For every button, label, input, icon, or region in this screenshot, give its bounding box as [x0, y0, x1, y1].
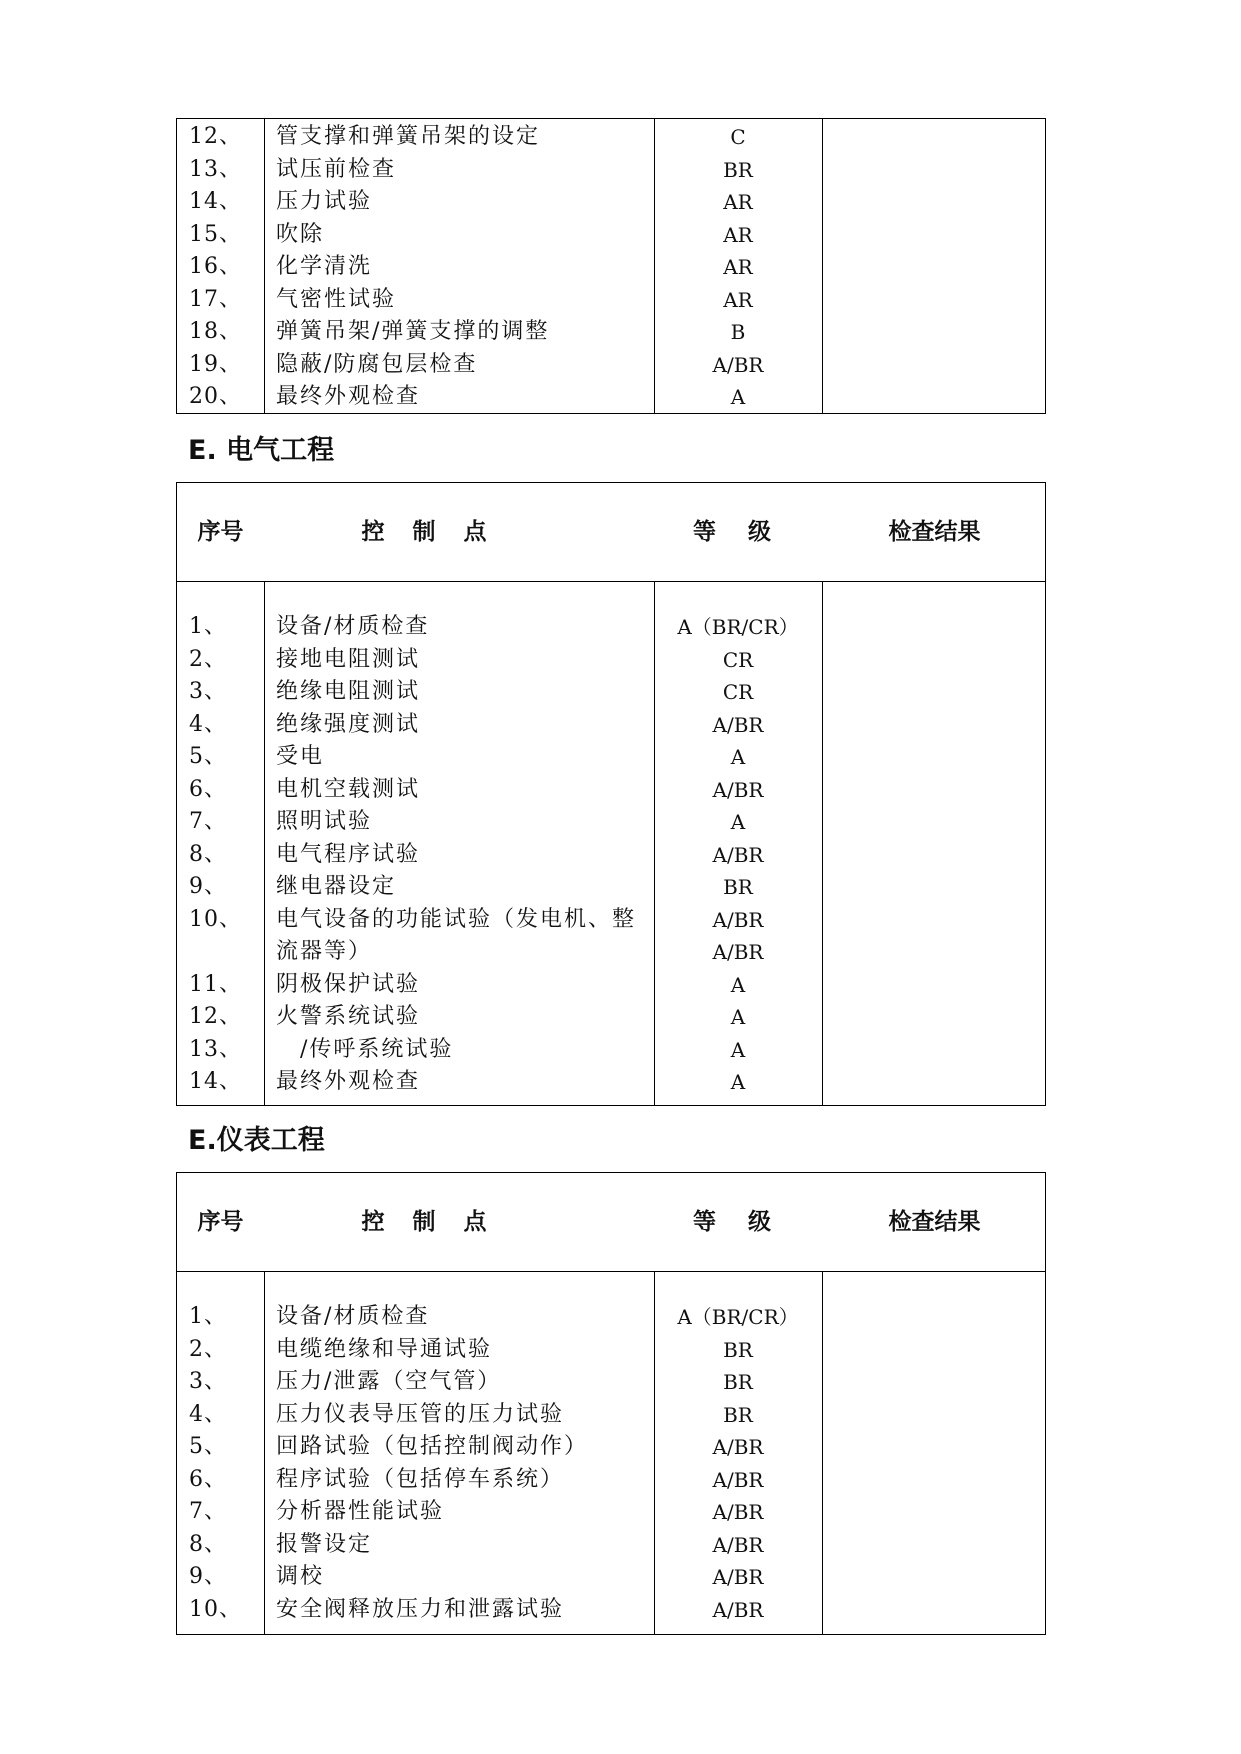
- header-control-point: 控 制 点: [361, 519, 497, 545]
- row-number: 1、: [189, 1304, 227, 1329]
- grade-value: AR: [723, 287, 753, 312]
- grade-value: A: [730, 972, 746, 997]
- grade-value: A/BR: [712, 777, 764, 802]
- row-number: 6、: [189, 1466, 227, 1492]
- row-number: 11、: [189, 971, 242, 997]
- control-point-name: 化学清洗: [276, 254, 373, 279]
- control-point-name: 电缆绝缘和导通试验: [276, 1336, 493, 1362]
- grade-value: AR: [723, 190, 753, 214]
- table-row: [177, 1066, 1045, 1098]
- table-header: [177, 1173, 1045, 1272]
- row-number: 4、: [189, 711, 227, 737]
- row-number: 18、: [189, 319, 242, 344]
- section-title-instrument: E.仪表工程: [188, 1125, 325, 1156]
- header-result: 检查结果: [888, 519, 981, 545]
- control-point-name: 流器等）: [276, 939, 373, 964]
- grade-value: A/BR: [712, 1500, 764, 1524]
- grade-value: AR: [723, 222, 753, 247]
- grade-value: A/BR: [712, 1565, 764, 1589]
- table-row: [177, 871, 1045, 903]
- table-row: [177, 1464, 1045, 1496]
- grade-value: A: [730, 1037, 746, 1062]
- grade-value: BR: [723, 1337, 753, 1362]
- row-number: 1、: [189, 614, 227, 639]
- table-row: [177, 1399, 1045, 1431]
- control-point-name: 火警系统试验: [276, 1004, 421, 1029]
- header-number: 序号: [197, 1209, 244, 1235]
- control-point-name: 电机空载测试: [276, 776, 421, 802]
- control-point-name: 受电: [276, 744, 325, 769]
- grade-value: A: [730, 810, 746, 834]
- control-point-name: 分析器性能试验: [276, 1499, 445, 1524]
- table-row: [177, 936, 1045, 968]
- grade-value: A/BR: [712, 352, 764, 377]
- header-grade: 等 级: [692, 519, 783, 545]
- control-point-name: 接地电阻测试: [276, 646, 421, 672]
- control-point-name: 弹簧吊架/弹簧支撑的调整: [276, 319, 550, 344]
- row-number: 7、: [189, 809, 227, 834]
- table-row: [177, 611, 1045, 643]
- header-result: 检查结果: [888, 1209, 981, 1235]
- control-point-name: 最终外观检查: [276, 1069, 421, 1094]
- table-row: [177, 741, 1045, 773]
- row-number: 15、: [189, 221, 242, 247]
- table-row: [177, 121, 1045, 153]
- grade-value: AR: [723, 255, 753, 279]
- table-row: [177, 709, 1045, 741]
- control-point-name: 报警设定: [276, 1531, 373, 1557]
- grade-value: A/BR: [712, 1435, 764, 1459]
- control-point-name: 电气程序试验: [276, 841, 421, 867]
- control-point-name: 设备/材质检查: [276, 1304, 430, 1329]
- row-number: 9、: [189, 874, 227, 899]
- grade-value: CR: [722, 680, 754, 704]
- table-row: [177, 1594, 1045, 1626]
- section-title-electrical: E. 电气工程: [188, 435, 335, 466]
- control-point-name: 设备/材质检查: [276, 614, 430, 639]
- grade-value: A/BR: [712, 1467, 764, 1492]
- table-row: [177, 969, 1045, 1001]
- table-row: [177, 381, 1045, 413]
- table-header: [177, 483, 1045, 582]
- header-grade: 等 级: [692, 1209, 783, 1235]
- table-row: [177, 186, 1045, 218]
- table-row: [177, 1529, 1045, 1561]
- electrical-table: [176, 482, 1046, 1106]
- row-number: 10、: [189, 906, 242, 932]
- row-number: 12、: [189, 124, 242, 149]
- control-point-name: /传呼系统试验: [276, 1036, 454, 1062]
- table-row: [177, 251, 1045, 283]
- row-number: 5、: [189, 744, 227, 769]
- row-number: 14、: [189, 189, 242, 214]
- row-number: 19、: [189, 351, 242, 377]
- table-row: [177, 284, 1045, 316]
- control-point-name: 程序试验（包括停车系统）: [276, 1466, 565, 1492]
- control-point-name: 试压前检查: [276, 156, 397, 182]
- grade-value: B: [730, 320, 746, 344]
- grade-value: BR: [723, 875, 753, 899]
- grade-value: A（BR/CR）: [677, 1305, 799, 1329]
- grade-value: A/BR: [712, 1597, 764, 1622]
- piping-table-continued: [176, 118, 1046, 414]
- table-row: [177, 1561, 1045, 1593]
- table-row: [177, 219, 1045, 251]
- grade-value: A/BR: [712, 1532, 764, 1557]
- control-point-name: 压力仪表导压管的压力试验: [276, 1401, 565, 1427]
- row-number: 8、: [189, 841, 227, 867]
- control-point-name: 绝缘强度测试: [276, 711, 421, 737]
- row-number: 7、: [189, 1499, 227, 1524]
- grade-value: BR: [723, 157, 753, 182]
- control-point-name: 压力试验: [276, 189, 373, 214]
- table-row: [177, 904, 1045, 936]
- control-point-name: 绝缘电阻测试: [276, 679, 421, 704]
- header-number: 序号: [197, 519, 244, 545]
- control-point-name: 电气设备的功能试验（发电机、整: [276, 906, 637, 932]
- grade-value: A（BR/CR）: [677, 615, 799, 639]
- row-number: 9、: [189, 1564, 227, 1589]
- grade-value: A/BR: [712, 940, 764, 964]
- control-point-name: 照明试验: [276, 809, 373, 834]
- row-number: 16、: [189, 254, 242, 279]
- control-point-name: 继电器设定: [276, 874, 397, 899]
- table-row: [177, 1431, 1045, 1463]
- row-number: 6、: [189, 776, 227, 802]
- row-number: 3、: [189, 679, 227, 704]
- grade-value: A: [730, 1070, 746, 1094]
- table-row: [177, 349, 1045, 381]
- grade-value: A/BR: [712, 842, 764, 867]
- table-row: [177, 839, 1045, 871]
- grade-value: CR: [722, 647, 754, 672]
- table-row: [177, 1334, 1045, 1366]
- table-row: [177, 154, 1045, 186]
- table-row: [177, 806, 1045, 838]
- table-row: [177, 774, 1045, 806]
- grade-value: C: [730, 125, 746, 149]
- table-row: [177, 1366, 1045, 1398]
- grade-value: BR: [723, 1402, 753, 1427]
- row-number: 13、: [189, 1036, 242, 1062]
- grade-value: A: [730, 385, 746, 409]
- row-number: 14、: [189, 1069, 242, 1094]
- row-number: 17、: [189, 286, 242, 312]
- control-point-name: 安全阀释放压力和泄露试验: [276, 1596, 565, 1622]
- control-point-name: 吹除: [276, 221, 325, 247]
- control-point-name: 最终外观检查: [276, 384, 421, 409]
- row-number: 2、: [189, 646, 227, 672]
- control-point-name: 压力/泄露（空气管）: [276, 1369, 502, 1394]
- grade-value: A: [730, 1005, 746, 1029]
- grade-value: BR: [723, 1370, 753, 1394]
- row-number: 20、: [189, 384, 242, 409]
- table-row: [177, 676, 1045, 708]
- control-point-name: 阴极保护试验: [276, 971, 421, 997]
- instrument-table: [176, 1172, 1046, 1635]
- grade-value: A/BR: [712, 907, 764, 932]
- row-number: 10、: [189, 1596, 242, 1622]
- row-number: 4、: [189, 1401, 227, 1427]
- table-row: [177, 1001, 1045, 1033]
- control-point-name: 隐蔽/防腐包层检查: [276, 351, 478, 377]
- row-number: 13、: [189, 156, 242, 182]
- control-point-name: 管支撑和弹簧吊架的设定: [276, 124, 541, 149]
- grade-value: A/BR: [712, 712, 764, 737]
- grade-value: A: [730, 745, 746, 769]
- row-number: 3、: [189, 1369, 227, 1394]
- row-number: 2、: [189, 1336, 227, 1362]
- control-point-name: 调校: [276, 1564, 325, 1589]
- row-number: 8、: [189, 1531, 227, 1557]
- row-number: 12、: [189, 1004, 242, 1029]
- table-row: [177, 1034, 1045, 1066]
- table-row: [177, 1496, 1045, 1528]
- control-point-name: 回路试验（包括控制阀动作）: [276, 1434, 589, 1459]
- table-row: [177, 316, 1045, 348]
- control-point-name: 气密性试验: [276, 286, 397, 312]
- table-row: [177, 1301, 1045, 1333]
- header-control-point: 控 制 点: [361, 1209, 497, 1235]
- table-row: [177, 644, 1045, 676]
- row-number: 5、: [189, 1434, 227, 1459]
